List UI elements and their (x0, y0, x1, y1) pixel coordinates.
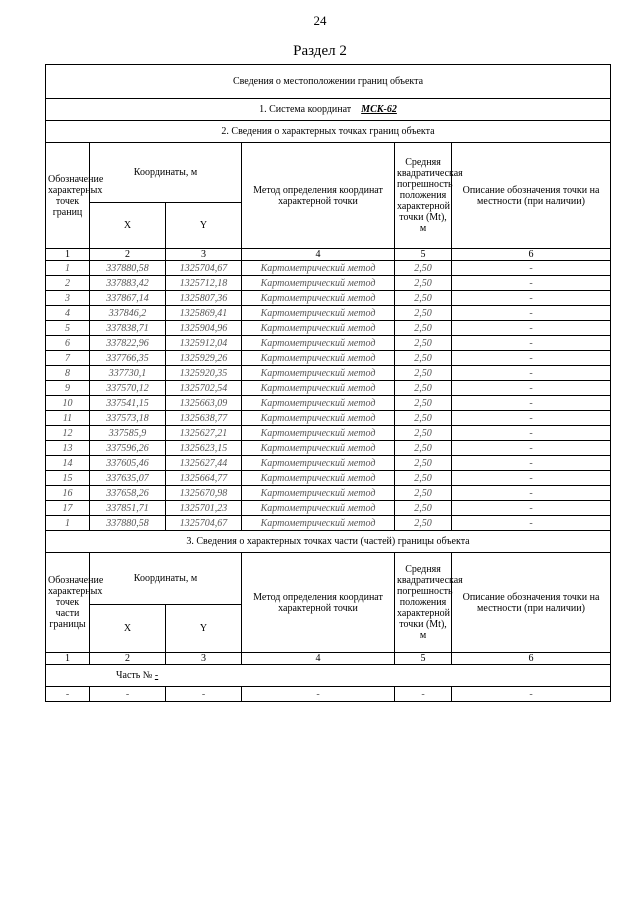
desc-cell: - (452, 426, 611, 441)
desc-cell: - (452, 291, 611, 306)
col-number: 4 (242, 653, 395, 665)
table-row (46, 516, 611, 531)
table-row (46, 381, 611, 396)
table-row (46, 351, 611, 366)
table-row (46, 321, 611, 336)
x-cell: 337730,1 (90, 366, 166, 381)
y-cell: 1325702,54 (166, 381, 242, 396)
x-cell: 337605,46 (90, 456, 166, 471)
col-number: 2 (90, 653, 166, 665)
table-row (46, 291, 611, 306)
point-id-cell: 10 (46, 396, 90, 411)
part-number (46, 665, 611, 687)
method-cell: Картометрический метод (242, 276, 395, 291)
table-title-row (46, 65, 611, 99)
table-row (46, 336, 611, 351)
table-row (46, 456, 611, 471)
col-number: 3 (166, 249, 242, 261)
point-id-cell: 9 (46, 381, 90, 396)
table-row (46, 261, 611, 276)
point-id-cell: 12 (46, 426, 90, 441)
desc-cell: - (452, 276, 611, 291)
x-cell: 337867,14 (90, 291, 166, 306)
method-cell: Картометрический метод (242, 366, 395, 381)
method-cell: Картометрический метод (242, 411, 395, 426)
coord-system-label: 1. Система координат (259, 104, 352, 115)
method-cell: Картометрический метод (242, 441, 395, 456)
desc-cell: - (452, 501, 611, 516)
y-cell: 1325869,41 (166, 306, 242, 321)
x-cell: 337766,35 (90, 351, 166, 366)
error-cell: - (395, 687, 452, 702)
desc-cell: - (452, 396, 611, 411)
x-cell: 337880,58 (90, 261, 166, 276)
coord-system-value: МСК-62 (361, 104, 397, 115)
point-id-cell: 1 (46, 261, 90, 276)
desc-cell: - (452, 306, 611, 321)
x-cell: 337880,58 (90, 516, 166, 531)
y-cell: 1325920,35 (166, 366, 242, 381)
method-header: Метод определения координат характерной точки (242, 553, 395, 653)
col-number: 6 (452, 249, 611, 261)
y-cell: 1325664,77 (166, 471, 242, 486)
point-id-cell: 5 (46, 321, 90, 336)
error-cell: 2,50 (395, 471, 452, 486)
x-cell: - (90, 687, 166, 702)
method-cell: Картометрический метод (242, 471, 395, 486)
point-id-cell: 14 (46, 456, 90, 471)
y-cell: 1325904,96 (166, 321, 242, 336)
table-row (46, 396, 611, 411)
desc-cell: - (452, 411, 611, 426)
point-id-cell: 17 (46, 501, 90, 516)
y-cell: 1325704,67 (166, 516, 242, 531)
error-cell: 2,50 (395, 291, 452, 306)
col-number: 1 (46, 249, 90, 261)
method-cell: Картометрический метод (242, 336, 395, 351)
y-cell: 1325623,15 (166, 441, 242, 456)
error-cell: 2,50 (395, 276, 452, 291)
x-cell: 337846,2 (90, 306, 166, 321)
x-cell: 337541,15 (90, 396, 166, 411)
error-header: Средняя квадратическая погрешность положения характерной точки (Mt), м (395, 553, 452, 653)
y-cell: 1325627,21 (166, 426, 242, 441)
table-row (46, 441, 611, 456)
col-number: 6 (452, 653, 611, 665)
x-cell: 337573,18 (90, 411, 166, 426)
coords-header: Координаты, м (90, 553, 242, 605)
error-cell: 2,50 (395, 456, 452, 471)
method-cell: Картометрический метод (242, 516, 395, 531)
y-cell: 1325929,26 (166, 351, 242, 366)
error-header: Средняя квадратическая погрешность положения характерной точки (Mt), м (395, 143, 452, 249)
table-row (46, 501, 611, 516)
y-cell: - (166, 687, 242, 702)
desc-cell: - (452, 471, 611, 486)
x-cell: 337596,26 (90, 441, 166, 456)
page-number: 24 (313, 13, 327, 28)
boundary-table (45, 64, 611, 702)
error-cell: 2,50 (395, 396, 452, 411)
table-row (46, 471, 611, 486)
error-cell: 2,50 (395, 366, 452, 381)
x-cell: 337851,71 (90, 501, 166, 516)
table-row (46, 486, 611, 501)
y-cell: 1325704,67 (166, 261, 242, 276)
x-header: X (90, 605, 166, 653)
method-cell: Картометрический метод (242, 321, 395, 336)
method-cell: Картометрический метод (242, 456, 395, 471)
error-cell: 2,50 (395, 486, 452, 501)
part3-header-row (46, 553, 611, 605)
part3-heading-row (46, 531, 611, 553)
part-number-value: - (154, 670, 159, 681)
desc-cell: - (452, 351, 611, 366)
point-id-cell: - (46, 687, 90, 702)
error-cell: 2,50 (395, 306, 452, 321)
desc-cell: - (452, 336, 611, 351)
point-id-cell: 3 (46, 291, 90, 306)
x-cell: 337883,42 (90, 276, 166, 291)
desc-cell: - (452, 687, 611, 702)
method-header: Метод определения координат характерной точки (242, 143, 395, 249)
point-id-cell: 6 (46, 336, 90, 351)
part-number-row (46, 665, 611, 687)
x-cell: 337635,07 (90, 471, 166, 486)
desc-cell: - (452, 516, 611, 531)
coords-header: Координаты, м (90, 143, 242, 203)
y-cell: 1325663,09 (166, 396, 242, 411)
point-id-cell: 13 (46, 441, 90, 456)
y-header: Y (166, 605, 242, 653)
table-row (46, 306, 611, 321)
point-header: Обозначение характерных точек границ (46, 143, 90, 249)
x-cell: 337822,96 (90, 336, 166, 351)
y-cell: 1325807,36 (166, 291, 242, 306)
method-cell: Картометрический метод (242, 486, 395, 501)
table-row (46, 426, 611, 441)
part-number-label: Часть № (116, 670, 153, 681)
y-cell: 1325712,18 (166, 276, 242, 291)
method-cell: Картометрический метод (242, 501, 395, 516)
desc-cell: - (452, 366, 611, 381)
method-cell: Картометрический метод (242, 426, 395, 441)
error-cell: 2,50 (395, 351, 452, 366)
table-row (46, 411, 611, 426)
method-cell: Картометрический метод (242, 306, 395, 321)
error-cell: 2,50 (395, 501, 452, 516)
desc-header: Описание обозначения точки на местности (при наличии) (452, 553, 611, 653)
method-cell: Картометрический метод (242, 291, 395, 306)
point-id-cell: 4 (46, 306, 90, 321)
col-number: 4 (242, 249, 395, 261)
y-cell: 1325670,98 (166, 486, 242, 501)
x-cell: 337585,9 (90, 426, 166, 441)
col-number: 3 (166, 653, 242, 665)
desc-cell: - (452, 381, 611, 396)
method-cell: Картометрический метод (242, 396, 395, 411)
y-cell: 1325701,23 (166, 501, 242, 516)
x-cell: 337570,12 (90, 381, 166, 396)
method-cell: Картометрический метод (242, 381, 395, 396)
method-cell: Картометрический метод (242, 351, 395, 366)
col-number: 1 (46, 653, 90, 665)
desc-cell: - (452, 321, 611, 336)
table-row (46, 687, 611, 702)
part3-colnum-row (46, 653, 611, 665)
desc-header: Описание обозначения точки на местности (при наличии) (452, 143, 611, 249)
point-id-cell: 1 (46, 516, 90, 531)
desc-cell: - (452, 486, 611, 501)
method-cell: Картометрический метод (242, 261, 395, 276)
part2-header-row (46, 143, 611, 203)
error-cell: 2,50 (395, 411, 452, 426)
error-cell: 2,50 (395, 321, 452, 336)
error-cell: 2,50 (395, 516, 452, 531)
point-id-cell: 16 (46, 486, 90, 501)
error-cell: 2,50 (395, 336, 452, 351)
table-row (46, 366, 611, 381)
desc-cell: - (452, 441, 611, 456)
part2-heading: 2. Сведения о характерных точках границ объекта (46, 121, 611, 143)
coord-system (46, 99, 611, 121)
point-id-cell: 15 (46, 471, 90, 486)
section-title: Раздел 2 (293, 43, 347, 59)
x-cell: 337838,71 (90, 321, 166, 336)
error-cell: 2,50 (395, 441, 452, 456)
point-id-cell: 7 (46, 351, 90, 366)
desc-cell: - (452, 261, 611, 276)
part3-heading: 3. Сведения о характерных точках части (частей) границы объекта (46, 531, 611, 553)
part2-heading-row (46, 121, 611, 143)
y-cell: 1325638,77 (166, 411, 242, 426)
col-number: 2 (90, 249, 166, 261)
method-cell: - (242, 687, 395, 702)
error-cell: 2,50 (395, 261, 452, 276)
table-title: Сведения о местоположении границ объекта (46, 65, 611, 99)
error-cell: 2,50 (395, 381, 452, 396)
coord-system-row (46, 99, 611, 121)
y-cell: 1325912,04 (166, 336, 242, 351)
col-number: 5 (395, 653, 452, 665)
desc-cell: - (452, 456, 611, 471)
point-id-cell: 8 (46, 366, 90, 381)
error-cell: 2,50 (395, 426, 452, 441)
point-header: Обозначение характерных точек части границы (46, 553, 90, 653)
x-header: X (90, 203, 166, 249)
point-id-cell: 2 (46, 276, 90, 291)
col-number: 5 (395, 249, 452, 261)
point-id-cell: 11 (46, 411, 90, 426)
x-cell: 337658,26 (90, 486, 166, 501)
y-cell: 1325627,44 (166, 456, 242, 471)
y-header: Y (166, 203, 242, 249)
part2-colnum-row (46, 249, 611, 261)
table-row (46, 276, 611, 291)
